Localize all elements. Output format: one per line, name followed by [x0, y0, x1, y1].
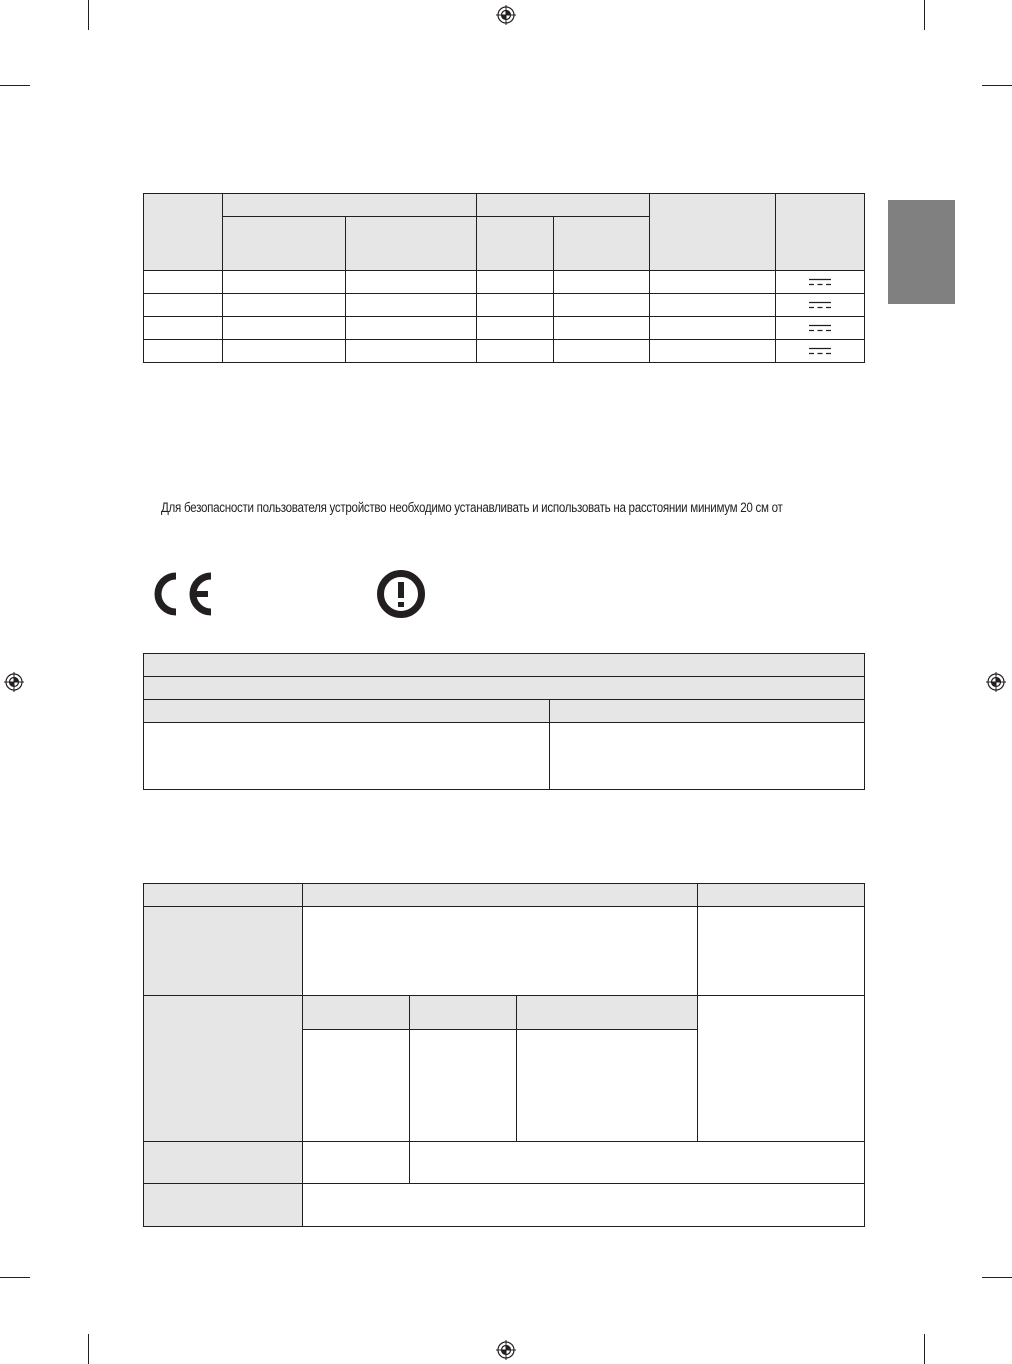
- exclamation-circle-icon: [376, 570, 426, 618]
- registration-mark-icon: [986, 672, 1006, 692]
- crop-mark: [0, 85, 30, 86]
- crop-mark: [0, 1277, 30, 1278]
- table-row: [144, 1142, 865, 1184]
- table1-header-cell: [223, 194, 477, 217]
- crop-mark: [924, 0, 925, 30]
- table1-header-cell: [477, 194, 650, 217]
- ce-mark-icon: [148, 570, 215, 618]
- table3-header-cell: [144, 884, 303, 907]
- table2-header-cell: [144, 677, 865, 700]
- language-side-tab: [888, 200, 955, 304]
- dc-power-icon: [809, 277, 831, 287]
- table1-header-cell: [144, 194, 223, 271]
- registration-mark-icon: [496, 1340, 516, 1360]
- crop-mark: [88, 1334, 89, 1364]
- crop-mark: [924, 1334, 925, 1364]
- registration-mark-icon: [496, 5, 516, 25]
- table-row: [144, 317, 865, 340]
- table1-header-cell: [650, 194, 776, 271]
- safety-note: Для безопасности пользователя устройство необходимо устанавливать и использовать на расстоянии минимум 20 см от: [161, 500, 783, 515]
- dc-power-icon: [809, 346, 831, 356]
- table2-header-cell: [144, 654, 865, 677]
- registration-mark-icon: [4, 672, 24, 692]
- dc-power-icon: [809, 300, 831, 310]
- crop-mark: [982, 85, 1012, 86]
- table1-header-cell: [477, 217, 554, 271]
- table2-header-cell: [550, 700, 865, 723]
- table-row: [144, 340, 865, 363]
- table1-header-cell: [776, 194, 865, 271]
- table3-header-cell: [698, 884, 865, 907]
- spec-table-3: [143, 883, 865, 1227]
- table-row: [144, 907, 865, 996]
- crop-mark: [88, 0, 89, 30]
- dc-power-icon: [809, 323, 831, 333]
- table-row: [144, 996, 865, 1030]
- spec-table-2: [143, 653, 865, 790]
- table-row: [144, 723, 865, 790]
- table2-header-cell: [144, 700, 550, 723]
- table1-header-cell: [346, 217, 477, 271]
- table-row: [144, 1184, 865, 1227]
- crop-mark: [982, 1277, 1012, 1278]
- spec-table-1: [143, 193, 865, 363]
- table-row: [144, 294, 865, 317]
- table-row: [144, 271, 865, 294]
- table1-header-cell: [554, 217, 650, 271]
- table3-header-cell: [303, 884, 698, 907]
- table1-header-cell: [223, 217, 346, 271]
